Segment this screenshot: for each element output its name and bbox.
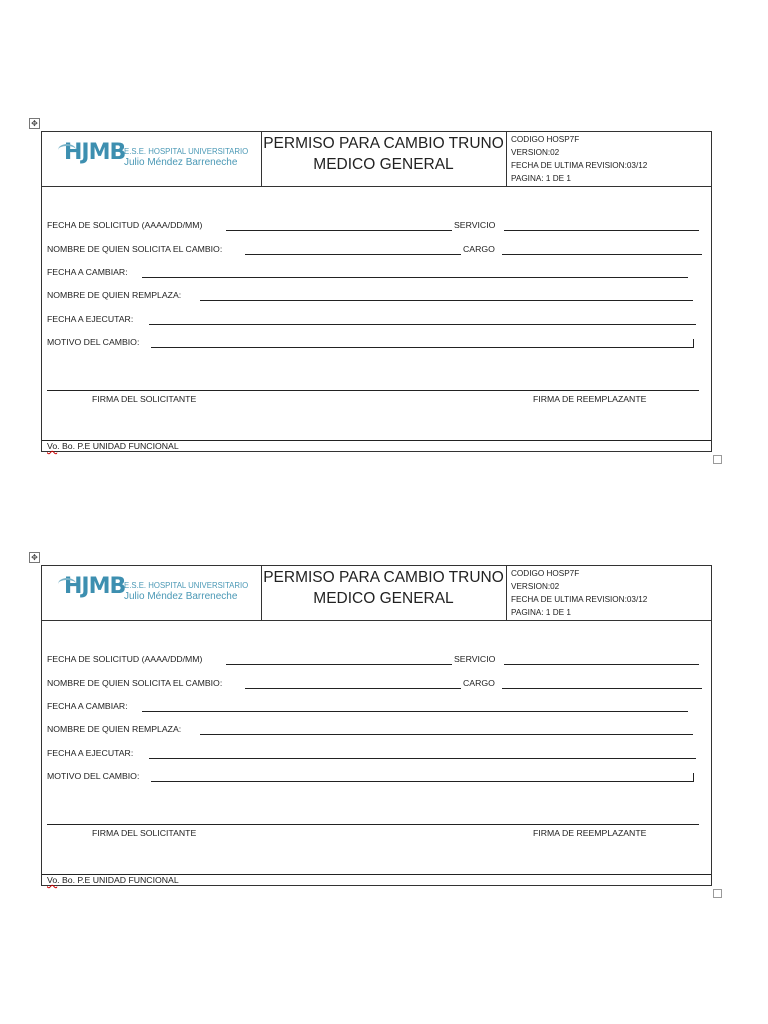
field-fecha-cambiar-line[interactable]: [142, 711, 688, 712]
logo-line2: Julio Méndez Barreneche: [124, 591, 238, 602]
vo-bo-label: [47, 875, 179, 885]
title-line1: PERMISO PARA CAMBIO TRUNO: [263, 135, 504, 152]
meta-fecha-revision: FECHA DE ULTIMA REVISION:03/12: [511, 161, 648, 170]
meta-codigo: CODIGO HOSP7F: [511, 135, 580, 144]
form-header: [42, 132, 711, 187]
vo-abbr: Vo: [47, 875, 58, 885]
vo-rest: . Bo. P.E UNIDAD FUNCIONAL: [57, 441, 179, 451]
label-nombre-remplaza: NOMBRE DE QUIEN REMPLAZA:: [47, 290, 182, 300]
vo-bo-label: [47, 441, 179, 451]
meta-pagina: PAGINA: 1 DE 1: [511, 174, 571, 183]
table-resize-handle-icon[interactable]: [713, 455, 722, 464]
firma-solicitante: FIRMA DEL SOLICITANTE: [92, 828, 197, 838]
permit-form-2: [41, 565, 712, 886]
meta-fecha-revision: FECHA DE ULTIMA REVISION:03/12: [511, 595, 648, 604]
form-title: [261, 132, 507, 186]
label-nombre-solicita: NOMBRE DE QUIEN SOLICITA EL CAMBIO:: [47, 678, 223, 688]
field-nombre-remplaza-line[interactable]: [200, 734, 693, 735]
field-motivo-line[interactable]: [151, 781, 694, 782]
form-meta: [511, 133, 709, 185]
hospital-logo: [42, 566, 262, 620]
field-nombre-solicita-line[interactable]: [245, 688, 461, 689]
logo-line1: E.S.E. HOSPITAL UNIVERSITARIO: [124, 581, 249, 590]
label-nombre-solicita: NOMBRE DE QUIEN SOLICITA EL CAMBIO:: [47, 244, 223, 254]
label-fecha-ejecutar: FECHA A EJECUTAR:: [47, 314, 134, 324]
label-servicio: SERVICIO: [454, 220, 496, 230]
label-cargo: CARGO: [463, 244, 495, 254]
field-fecha-solicitud-line[interactable]: [226, 230, 452, 231]
label-fecha-cambiar: FECHA A CAMBIAR:: [47, 267, 128, 277]
signature-line[interactable]: [47, 390, 699, 391]
form-meta: [511, 567, 709, 619]
field-cargo-line[interactable]: [502, 254, 702, 255]
label-fecha-solicitud: FECHA DE SOLICITUD (AAAA/DD/MM): [47, 220, 203, 230]
label-cargo: CARGO: [463, 678, 495, 688]
label-motivo: MOTIVO DEL CAMBIO:: [47, 337, 140, 347]
firma-reemplazante: FIRMA DE REEMPLAZANTE: [533, 394, 647, 404]
field-fecha-solicitud-line[interactable]: [226, 664, 452, 665]
field-fecha-ejecutar-line[interactable]: [149, 324, 696, 325]
field-fecha-ejecutar-line[interactable]: [149, 758, 696, 759]
vo-abbr: Vo: [47, 441, 58, 451]
field-servicio-line[interactable]: [504, 664, 699, 665]
text-cursor: [693, 339, 694, 348]
permit-form-1: [41, 131, 712, 452]
logo-mark: HJMB: [64, 140, 126, 165]
label-fecha-cambiar: FECHA A CAMBIAR:: [47, 701, 128, 711]
vo-rest: . Bo. P.E UNIDAD FUNCIONAL: [57, 875, 179, 885]
logo-line1: E.S.E. HOSPITAL UNIVERSITARIO: [124, 147, 249, 156]
label-motivo: MOTIVO DEL CAMBIO:: [47, 771, 140, 781]
form-title: [261, 566, 507, 620]
signature-line[interactable]: [47, 824, 699, 825]
title-line1: PERMISO PARA CAMBIO TRUNO: [263, 569, 504, 586]
meta-version: VERSION:02: [511, 148, 560, 157]
table-move-handle-icon[interactable]: ✥: [29, 118, 40, 129]
label-fecha-solicitud: FECHA DE SOLICITUD (AAAA/DD/MM): [47, 654, 203, 664]
label-servicio: SERVICIO: [454, 654, 496, 664]
hospital-logo: [42, 132, 262, 186]
field-nombre-remplaza-line[interactable]: [200, 300, 693, 301]
logo-line2: Julio Méndez Barreneche: [124, 157, 238, 168]
logo-mark: HJMB: [64, 574, 126, 599]
form-header: [42, 566, 711, 621]
field-servicio-line[interactable]: [504, 230, 699, 231]
label-fecha-ejecutar: FECHA A EJECUTAR:: [47, 748, 134, 758]
field-nombre-solicita-line[interactable]: [245, 254, 461, 255]
title-line2: MEDICO GENERAL: [313, 590, 454, 607]
text-cursor: [693, 773, 694, 782]
firma-reemplazante: FIRMA DE REEMPLAZANTE: [533, 828, 647, 838]
firma-solicitante: FIRMA DEL SOLICITANTE: [92, 394, 197, 404]
meta-version: VERSION:02: [511, 582, 560, 591]
field-motivo-line[interactable]: [151, 347, 694, 348]
label-nombre-remplaza: NOMBRE DE QUIEN REMPLAZA:: [47, 724, 182, 734]
table-move-handle-icon[interactable]: ✥: [29, 552, 40, 563]
field-cargo-line[interactable]: [502, 688, 702, 689]
meta-pagina: PAGINA: 1 DE 1: [511, 608, 571, 617]
meta-codigo: CODIGO HOSP7F: [511, 569, 580, 578]
table-resize-handle-icon[interactable]: [713, 889, 722, 898]
field-fecha-cambiar-line[interactable]: [142, 277, 688, 278]
title-line2: MEDICO GENERAL: [313, 156, 454, 173]
